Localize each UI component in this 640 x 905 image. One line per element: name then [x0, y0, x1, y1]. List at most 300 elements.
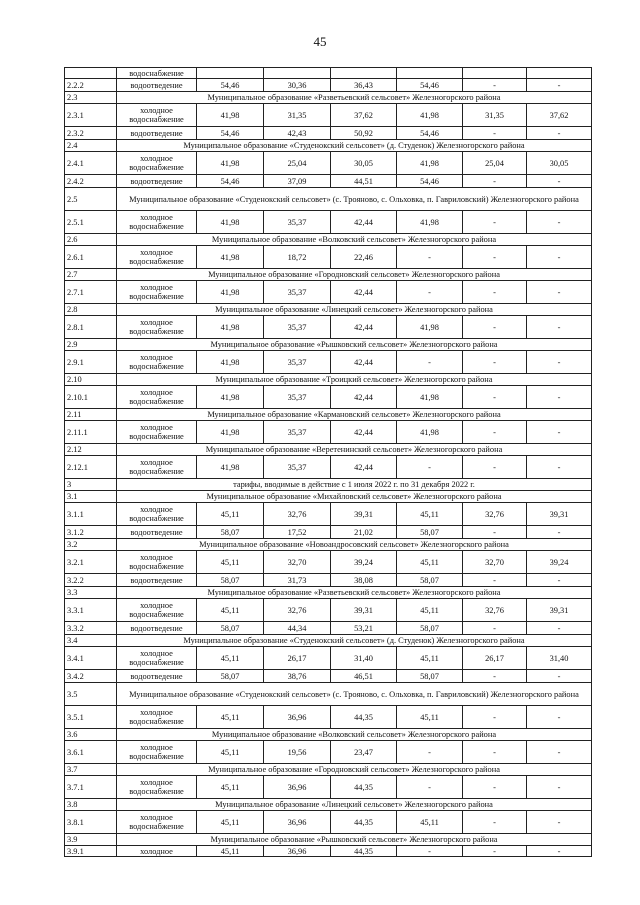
tariff-value: 36,96 [264, 776, 331, 799]
section-title-row [65, 444, 592, 456]
row-number: 2.2.2 [65, 79, 117, 92]
tariff-row [65, 421, 592, 444]
service-type: холодное водоснабжение [117, 316, 197, 339]
tariff-value: 31,40 [527, 647, 592, 670]
row-number: 2.3.2 [65, 127, 117, 140]
service-type: холодное водоснабжение [117, 246, 197, 269]
tariff-value: 41,98 [397, 211, 463, 234]
row-number: 3.4.1 [65, 647, 117, 670]
tariff-value: 45,11 [197, 811, 264, 834]
tariff-value: - [527, 316, 592, 339]
tariff-value: 36,43 [331, 79, 397, 92]
row-number: 3.3.1 [65, 599, 117, 622]
row-number [65, 68, 117, 79]
tariff-value: 35,37 [264, 281, 331, 304]
tariff-value: 45,11 [397, 599, 463, 622]
section-title: Муниципальное образование «Троицкий сельсовет» Железногорского района [117, 374, 592, 386]
tariff-value: 37,62 [527, 104, 592, 127]
tariff-value: 45,11 [197, 503, 264, 526]
section-title-row [65, 479, 592, 491]
tariff-table-body [65, 68, 592, 857]
tariff-table [64, 67, 592, 857]
tariff-value: 39,31 [331, 599, 397, 622]
tariff-row [65, 526, 592, 539]
tariff-value: 38,08 [331, 574, 397, 587]
tariff-value: - [463, 741, 527, 764]
tariff-value: - [397, 246, 463, 269]
row-number: 3.2.2 [65, 574, 117, 587]
tariff-row [65, 68, 592, 79]
section-title: Муниципальное образование «Студенокский сельсовет» (д. Студенок) Железногорского района [117, 635, 592, 647]
tariff-value: 58,07 [397, 622, 463, 635]
service-type: водоотведение [117, 670, 197, 683]
tariff-value: 45,11 [197, 741, 264, 764]
row-number: 2.8 [65, 304, 117, 316]
section-title-row [65, 304, 592, 316]
tariff-row [65, 811, 592, 834]
tariff-value: - [463, 776, 527, 799]
section-title-row [65, 188, 592, 211]
tariff-value: 31,35 [264, 104, 331, 127]
tariff-row [65, 622, 592, 635]
service-type: холодное водоснабжение [117, 456, 197, 479]
tariff-value: 35,37 [264, 456, 331, 479]
tariff-row [65, 599, 592, 622]
tariff-value: 42,44 [331, 386, 397, 409]
tariff-value: - [463, 706, 527, 729]
row-number: 3.1.1 [65, 503, 117, 526]
tariff-value: - [397, 776, 463, 799]
tariff-value: 30,05 [331, 152, 397, 175]
row-number: 2.8.1 [65, 316, 117, 339]
tariff-row [65, 281, 592, 304]
tariff-value: - [527, 456, 592, 479]
tariff-value: 41,98 [397, 421, 463, 444]
tariff-row [65, 706, 592, 729]
tariff-value: 35,37 [264, 351, 331, 374]
row-number: 3.2 [65, 539, 117, 551]
tariff-value: 44,51 [331, 175, 397, 188]
tariff-value: 58,07 [197, 574, 264, 587]
row-number: 3.9.1 [65, 846, 117, 857]
tariff-value: 32,76 [264, 599, 331, 622]
section-title: Муниципальное образование «Студенокский сельсовет» (д. Студенок) Железногорского района [117, 140, 592, 152]
section-title-row [65, 140, 592, 152]
tariff-value: 45,11 [197, 776, 264, 799]
tariff-value: 39,31 [527, 599, 592, 622]
service-type: водоотведение [117, 526, 197, 539]
section-title: Муниципальное образование «Студенокский сельсовет» (с. Трояново, с. Ольховка, п. Гавриловский) Железногорского района [117, 188, 592, 211]
tariff-value: - [527, 670, 592, 683]
tariff-value: - [463, 846, 527, 857]
tariff-value: 26,17 [463, 647, 527, 670]
tariff-value: - [463, 526, 527, 539]
section-title: Муниципальное образование «Рышковский сельсовет» Железногорского района [117, 834, 592, 846]
tariff-value: 36,96 [264, 706, 331, 729]
tariff-value: 32,76 [463, 503, 527, 526]
service-type: холодное водоснабжение [117, 776, 197, 799]
section-title: Муниципальное образование «Городновский сельсовет» Железногорского района [117, 764, 592, 776]
tariff-value: 44,35 [331, 776, 397, 799]
service-type: водоотведение [117, 574, 197, 587]
section-title-row [65, 539, 592, 551]
tariff-value: - [527, 776, 592, 799]
tariff-value: 53,21 [331, 622, 397, 635]
tariff-value: - [527, 622, 592, 635]
tariff-value: - [463, 281, 527, 304]
tariff-value: 39,24 [331, 551, 397, 574]
row-number: 3.4 [65, 635, 117, 647]
row-number: 2.7 [65, 269, 117, 281]
tariff-value: - [463, 175, 527, 188]
service-type: водоснабжение [117, 68, 197, 79]
tariff-value: 54,46 [197, 175, 264, 188]
tariff-value: 37,09 [264, 175, 331, 188]
tariff-value: 45,11 [397, 503, 463, 526]
tariff-value: 41,98 [197, 421, 264, 444]
service-type: холодное водоснабжение [117, 351, 197, 374]
tariff-value: - [527, 79, 592, 92]
tariff-value [397, 68, 463, 79]
tariff-value [264, 68, 331, 79]
tariff-value: - [527, 706, 592, 729]
tariff-row [65, 776, 592, 799]
service-type: холодное водоснабжение [117, 706, 197, 729]
row-number: 2.9 [65, 339, 117, 351]
row-number: 2.5.1 [65, 211, 117, 234]
tariff-value: - [397, 281, 463, 304]
service-type: холодное водоснабжение [117, 152, 197, 175]
row-number: 3.7 [65, 764, 117, 776]
tariff-value: 35,37 [264, 211, 331, 234]
tariff-value: 35,37 [264, 421, 331, 444]
tariff-value: 44,34 [264, 622, 331, 635]
tariff-value: 44,35 [331, 846, 397, 857]
service-type: холодное водоснабжение [117, 386, 197, 409]
tariff-value: 25,04 [264, 152, 331, 175]
section-title: Муниципальное образование «Линецкий сельсовет» Железногорского района [117, 799, 592, 811]
row-number: 2.12 [65, 444, 117, 456]
tariff-value: 39,31 [331, 503, 397, 526]
tariff-value: - [397, 351, 463, 374]
tariff-value: 45,11 [197, 551, 264, 574]
tariff-value: 19,56 [264, 741, 331, 764]
tariff-value: 42,44 [331, 421, 397, 444]
tariff-value: 45,11 [397, 647, 463, 670]
tariff-value: 44,35 [331, 706, 397, 729]
tariff-value: 41,98 [197, 211, 264, 234]
row-number: 3.7.1 [65, 776, 117, 799]
tariff-value: 46,51 [331, 670, 397, 683]
tariff-value: 37,62 [331, 104, 397, 127]
tariff-value: - [397, 846, 463, 857]
service-type: водоотведение [117, 175, 197, 188]
tariff-value: - [527, 211, 592, 234]
section-title: Муниципальное образование «Разветьевский сельсовет» Железногорского района [117, 92, 592, 104]
tariff-value: - [463, 456, 527, 479]
tariff-value: 30,36 [264, 79, 331, 92]
section-title-row [65, 234, 592, 246]
tariff-value: 35,37 [264, 316, 331, 339]
tariff-value: 32,70 [264, 551, 331, 574]
service-type: холодное водоснабжение [117, 599, 197, 622]
row-number: 3.4.2 [65, 670, 117, 683]
tariff-value: 58,07 [397, 670, 463, 683]
tariff-value: 31,73 [264, 574, 331, 587]
row-number: 2.4.1 [65, 152, 117, 175]
tariff-value: - [463, 316, 527, 339]
tariff-value [527, 68, 592, 79]
service-type: холодное [117, 846, 197, 857]
tariff-value: - [527, 574, 592, 587]
service-type: холодное водоснабжение [117, 741, 197, 764]
tariff-value: - [527, 811, 592, 834]
tariff-row [65, 456, 592, 479]
section-title: Муниципальное образование «Кармановский сельсовет» Железногорского района [117, 409, 592, 421]
tariff-row [65, 846, 592, 857]
tariff-value: 44,35 [331, 811, 397, 834]
service-type: холодное водоснабжение [117, 211, 197, 234]
service-type: холодное водоснабжение [117, 647, 197, 670]
tariff-row [65, 670, 592, 683]
tariff-value: - [463, 211, 527, 234]
tariff-value: 45,11 [397, 811, 463, 834]
tariff-value: - [463, 574, 527, 587]
tariff-value: 41,98 [397, 152, 463, 175]
tariff-value: 54,46 [197, 79, 264, 92]
tariff-value: - [527, 175, 592, 188]
row-number: 2.11.1 [65, 421, 117, 444]
tariff-value: 41,98 [197, 152, 264, 175]
tariff-value: 50,92 [331, 127, 397, 140]
tariff-row [65, 741, 592, 764]
tariff-value: 42,44 [331, 316, 397, 339]
section-title-row [65, 834, 592, 846]
section-title: Муниципальное образование «Городновский сельсовет» Железногорского района [117, 269, 592, 281]
tariff-value [331, 68, 397, 79]
tariff-value: 42,43 [264, 127, 331, 140]
section-title-row [65, 587, 592, 599]
tariff-value: - [527, 246, 592, 269]
section-title-row [65, 683, 592, 706]
tariff-value: 31,40 [331, 647, 397, 670]
tariff-value: - [527, 421, 592, 444]
tariff-value: 39,31 [527, 503, 592, 526]
service-type: холодное водоснабжение [117, 104, 197, 127]
tariff-value: 45,11 [197, 647, 264, 670]
row-number: 2.7.1 [65, 281, 117, 304]
section-title-row [65, 339, 592, 351]
section-title-row [65, 409, 592, 421]
tariff-row [65, 647, 592, 670]
tariff-value: 30,05 [527, 152, 592, 175]
tariff-value: 17,52 [264, 526, 331, 539]
tariff-value: - [527, 846, 592, 857]
tariff-value: 58,07 [397, 526, 463, 539]
tariff-value: - [527, 741, 592, 764]
tariff-value: - [527, 127, 592, 140]
tariff-value: 41,98 [197, 386, 264, 409]
tariff-value: 41,98 [197, 316, 264, 339]
section-title: Муниципальное образование «Михайловский сельсовет» Железногорского района [117, 491, 592, 503]
tariff-value: 41,98 [397, 386, 463, 409]
tariff-value: 42,44 [331, 281, 397, 304]
tariff-value: 21,02 [331, 526, 397, 539]
tariff-value: 36,96 [264, 811, 331, 834]
tariff-row [65, 351, 592, 374]
tariff-value: - [397, 456, 463, 479]
tariff-value: 41,98 [197, 281, 264, 304]
tariff-row [65, 152, 592, 175]
tariff-value: 41,98 [397, 104, 463, 127]
section-title-row [65, 635, 592, 647]
tariff-row [65, 316, 592, 339]
tariff-value: 41,98 [197, 246, 264, 269]
row-number: 3.3.2 [65, 622, 117, 635]
tariff-value: - [463, 670, 527, 683]
tariff-value: 32,76 [463, 599, 527, 622]
service-type: холодное водоснабжение [117, 421, 197, 444]
tariff-value: - [527, 386, 592, 409]
section-title: Муниципальное образование «Веретенинский сельсовет» Железногорского района [117, 444, 592, 456]
row-number: 3.1.2 [65, 526, 117, 539]
row-number: 2.4 [65, 140, 117, 152]
service-type: холодное водоснабжение [117, 503, 197, 526]
section-title-row [65, 374, 592, 386]
service-type: водоотведение [117, 79, 197, 92]
tariff-value: 58,07 [397, 574, 463, 587]
tariff-value: - [463, 421, 527, 444]
section-title: Муниципальное образование «Студенокский сельсовет» (с. Трояново, с. Ольховка, п. Гавриловский) Железногорского района [117, 683, 592, 706]
service-type: холодное водоснабжение [117, 551, 197, 574]
tariff-value: 45,11 [197, 706, 264, 729]
tariff-value: 41,98 [397, 316, 463, 339]
row-number: 2.12.1 [65, 456, 117, 479]
row-number: 3.5.1 [65, 706, 117, 729]
row-number: 2.6 [65, 234, 117, 246]
tariff-value: - [397, 741, 463, 764]
tariff-value: 32,70 [463, 551, 527, 574]
row-number: 3.8.1 [65, 811, 117, 834]
section-title: Муниципальное образование «Волковский сельсовет» Железногорского района [117, 234, 592, 246]
tariff-value: 54,46 [197, 127, 264, 140]
tariff-value: 41,98 [197, 104, 264, 127]
row-number: 2.3 [65, 92, 117, 104]
section-title-row [65, 92, 592, 104]
tariff-value: 41,98 [197, 456, 264, 479]
row-number: 2.10 [65, 374, 117, 386]
tariff-value: 36,96 [264, 846, 331, 857]
tariff-value: - [527, 281, 592, 304]
section-title: Муниципальное образование «Линецкий сельсовет» Железногорского района [117, 304, 592, 316]
tariff-value: 45,11 [197, 599, 264, 622]
section-title-row [65, 269, 592, 281]
tariff-value: - [527, 351, 592, 374]
row-number: 3.5 [65, 683, 117, 706]
tariff-value: - [463, 246, 527, 269]
tariff-value: 45,11 [397, 551, 463, 574]
tariff-value: 58,07 [197, 526, 264, 539]
section-title: Муниципальное образование «Рышковский сельсовет» Железногорского района [117, 339, 592, 351]
row-number: 3.8 [65, 799, 117, 811]
tariff-value [197, 68, 264, 79]
tariff-value: 26,17 [264, 647, 331, 670]
section-title-row [65, 764, 592, 776]
tariff-value: - [463, 386, 527, 409]
tariff-value: - [463, 622, 527, 635]
tariff-row [65, 127, 592, 140]
tariff-value: - [463, 127, 527, 140]
row-number: 2.9.1 [65, 351, 117, 374]
tariff-row [65, 175, 592, 188]
tariff-value: - [463, 351, 527, 374]
section-title: Муниципальное образование «Волковский сельсовет» Железногорского района [117, 729, 592, 741]
service-type: водоотведение [117, 622, 197, 635]
tariff-value: 42,44 [331, 351, 397, 374]
tariff-value: - [527, 526, 592, 539]
tariff-value: 58,07 [197, 622, 264, 635]
section-title: Муниципальное образование «Новоандросовский сельсовет» Железногорского района [117, 539, 592, 551]
service-type: холодное водоснабжение [117, 281, 197, 304]
tariff-value: 54,46 [397, 175, 463, 188]
tariff-value: 41,98 [197, 351, 264, 374]
service-type: водоотведение [117, 127, 197, 140]
row-number: 2.6.1 [65, 246, 117, 269]
tariff-value [463, 68, 527, 79]
row-number: 2.11 [65, 409, 117, 421]
row-number: 3.1 [65, 491, 117, 503]
tariff-value: 39,24 [527, 551, 592, 574]
tariff-row [65, 503, 592, 526]
row-number: 3.9 [65, 834, 117, 846]
row-number: 2.5 [65, 188, 117, 211]
tariff-value: 32,76 [264, 503, 331, 526]
tariff-value: 25,04 [463, 152, 527, 175]
tariff-row [65, 246, 592, 269]
section-title-row [65, 729, 592, 741]
tariff-row [65, 551, 592, 574]
row-number: 3.6.1 [65, 741, 117, 764]
tariff-row [65, 386, 592, 409]
row-number: 3 [65, 479, 117, 491]
row-number: 3.3 [65, 587, 117, 599]
section-title-row [65, 491, 592, 503]
row-number: 2.3.1 [65, 104, 117, 127]
section-title-row [65, 799, 592, 811]
tariff-row [65, 104, 592, 127]
tariff-row [65, 211, 592, 234]
tariff-value: 31,35 [463, 104, 527, 127]
tariff-value: 42,44 [331, 456, 397, 479]
service-type: холодное водоснабжение [117, 811, 197, 834]
tariff-value: 22,46 [331, 246, 397, 269]
tariff-value: 23,47 [331, 741, 397, 764]
tariff-value: 45,11 [197, 846, 264, 857]
tariff-value: 45,11 [397, 706, 463, 729]
tariff-value: - [463, 79, 527, 92]
tariff-value: 54,46 [397, 79, 463, 92]
tariff-row [65, 79, 592, 92]
tariff-value: 42,44 [331, 211, 397, 234]
tariff-value: 18,72 [264, 246, 331, 269]
row-number: 3.2.1 [65, 551, 117, 574]
tariff-value: 35,37 [264, 386, 331, 409]
tariff-row [65, 574, 592, 587]
tariff-value: 54,46 [397, 127, 463, 140]
tariff-value: 38,76 [264, 670, 331, 683]
tariff-value: - [463, 811, 527, 834]
section-title: тарифы, вводимые в действие с 1 июля 2022 г. по 31 декабря 2022 г. [117, 479, 592, 491]
